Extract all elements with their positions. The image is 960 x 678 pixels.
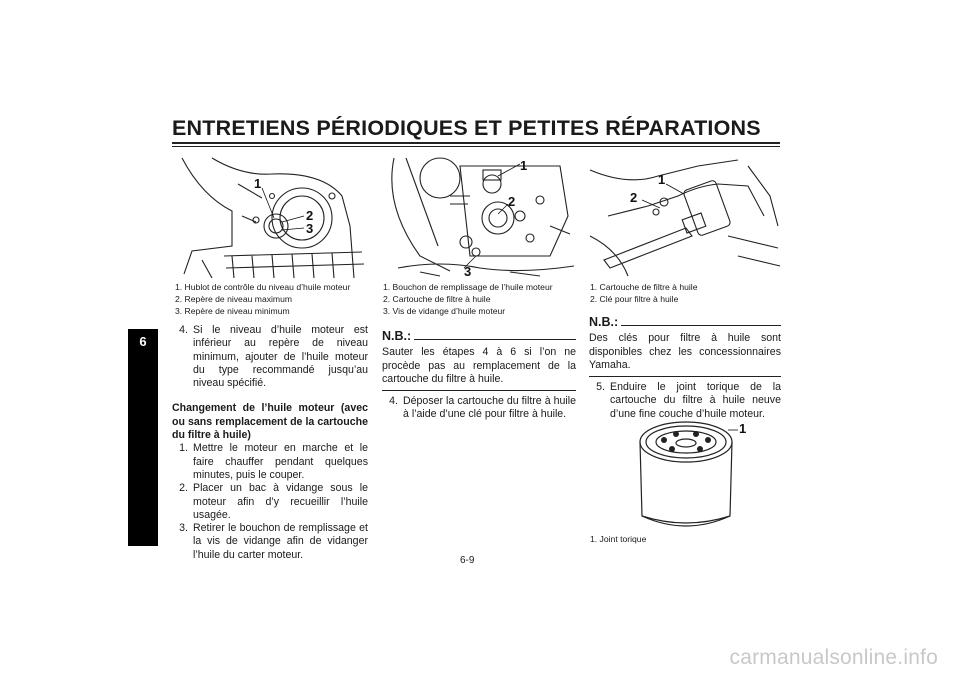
step-text: Placer un bac à vidange sous le moteur afin d’y recueillir l’huile usagée. [193,482,368,521]
column2-text [382,330,576,422]
page-title: ENTRETIENS PÉRIODIQUES ET PETITES RÉPARATIONS [172,116,761,140]
nb-heading [382,330,576,343]
engine-illustration-3 [588,156,782,278]
figure-filter-wrench [588,156,782,278]
step-number: 2. [179,482,188,495]
callout-3: 3 [306,221,314,236]
caption-item: 1. Hublot de contrôle du niveau d’huile moteur [175,282,351,292]
caption-item: 1. Cartouche de filtre à huile [590,282,698,292]
title-rule [172,142,780,144]
step-item [172,482,368,522]
callout-1: 1 [658,172,666,187]
nb-label: N.B.: [589,315,619,329]
nb-heading [589,316,781,329]
nb-heading-line [621,325,781,326]
step-item [172,324,368,390]
callout-1: 1 [254,176,262,191]
oil-filter-illustration [620,412,760,534]
step-text: Retirer le bouchon de remplissage et la vis de vidange afin de vidanger l’huile du carter moteur. [193,522,368,561]
nb-heading-line [414,339,576,340]
step-text: Si le niveau d’huile moteur est inférieur au repère de niveau minimum, ajouter de l’huile moteur du type recommandé jusqu’au niveau spécifié. [193,324,368,390]
nb-text: Des clés pour filtre à huile sont disponibles chez les concessionnaires Yamaha. [589,332,781,371]
page-number: 6-9 [460,555,475,566]
watermark-text: carmanualsonline.info [729,646,938,669]
caption-item: 2. Cartouche de filtre à huile [383,294,491,305]
callout-2: 2 [508,194,516,209]
step-item [382,395,576,422]
step-number: 4. [389,395,398,408]
step-number: 1. [179,442,188,455]
nb-end-rule [589,376,781,377]
step-text: Enduire le joint torique de la cartouche du filtre à huile neuve d’une fine couche d’huile moteur. [610,381,781,420]
step-text: Déposer la cartouche du filtre à huile à l’aide d’une clé pour filtre à huile. [403,395,576,421]
step-number: 3. [179,522,188,535]
step-number: 4. [179,324,188,336]
step-text: Mettre le moteur en marche et le faire chauffer pendant quelques minutes, puis le couper. [193,442,368,481]
title-rule-thin [172,146,780,147]
nb-label: N.B.: [382,329,412,343]
callout-2: 2 [630,190,638,205]
callout-1: 1 [739,421,747,436]
section-heading: Changement de l’huile moteur (avec ou sans remplacement de la cartouche du filtre à huile) [172,402,368,442]
captions-col2 [383,281,583,318]
step-item [172,442,368,482]
chapter-tab [128,329,158,546]
captions-col1 [175,281,375,318]
caption-item: 3. Repère de niveau minimum [175,306,290,317]
caption-item: 2. Clé pour filtre à huile [590,294,679,305]
caption-item: 2. Repère de niveau maximum [175,294,293,305]
callout-3: 3 [464,264,472,278]
column3-text [589,316,781,421]
chapter-tab-label: 6 [139,334,147,349]
engine-illustration-1 [172,156,368,278]
caption-col3-figure2 [590,533,750,545]
column1-text [172,324,368,562]
engine-illustration-2 [380,156,576,278]
nb-end-rule [382,390,576,391]
figure-oil-filter-cartridge [620,412,760,534]
callout-1: 1 [520,158,528,173]
caption-item: 3. Vis de vidange d’huile moteur [383,306,506,317]
caption-item: 1. Joint torique [590,534,647,544]
figure-oil-filler-drain [380,156,576,278]
captions-col3 [590,281,784,305]
figure-oil-level-window [172,156,368,278]
caption-item: 1. Bouchon de remplissage de l’huile moteur [383,282,553,292]
step-item [172,522,368,562]
nb-text: Sauter les étapes 4 à 6 si l’on ne procède pas au remplacement de la cartouche du filtre à huile. [382,346,576,385]
step-number: 5. [596,381,605,394]
callout-2: 2 [306,208,314,223]
